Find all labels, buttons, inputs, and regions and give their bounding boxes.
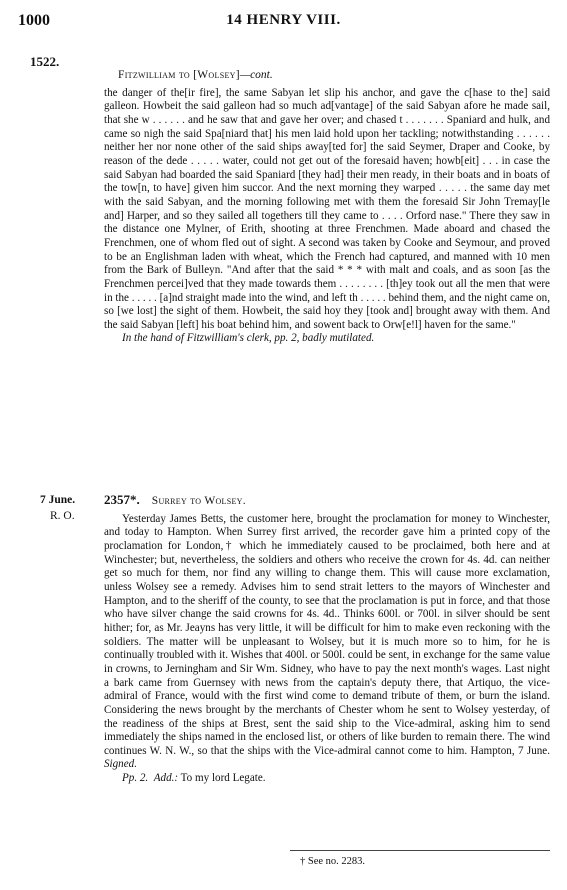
letter-continuation <box>104 69 550 346</box>
running-header <box>0 12 567 36</box>
entry-title: Surrey to Wolsey. <box>151 495 246 507</box>
running-title: 14 HENRY VIII. <box>226 12 341 28</box>
continuation-note: In the hand of Fitzwilliam's clerk, pp. 2, badly mutilated. <box>122 332 375 345</box>
entry-date: 7 June. <box>40 494 76 506</box>
entry-note-pages: Pp. 2. <box>122 772 149 785</box>
entry-source: R. O. <box>50 510 75 522</box>
entry-body-text: Yesterday James Betts, the customer here, brought the proclamation for money to Winchester, and today to Hampton. When Surrey first arrived, the recorder gave him a printed copy of the proclamation for London,† which he immediately caused to be proclaimed, both here and at Winchester; but, nevertheless, the soldiers and others who receive the crown for 4s. 4d. can neither get so much for them, nor find any willing to change them. This will cause more exclamation, unless Wolsey see a remedy. Advises him to send strait letters to the mayors of Winchester and Hampton, and to the sheriff of the county, to see that the proclamation is put in force, and that those who have silver change the said crowns for 4s. 4d.. Thinks 600l. or 700l. in silver should be sent hither; for, as Mr. Jeayns has very little, it will be difficult for him to make even reckoning with the soldiers. The matter will be unpleasant to Wolsey, but it is much more so to him, for he is continually troubled with it. Wishes that 400l. or 500l. could be sent, in exchange for the same value in crowns, to Jerningham and Sir Wm. Sidney, who have to pay the next month's wages. Last night a bark came from Guernsey with news from the captain's deputy there, that Artiquo, the vice-admiral of France, would with the first wind come to demand tribute of them, or burn the island. Considering the news brought by the merchants of Chester whom he sent to Wolsey yesterday, of the readiness of the ships at Brest, sent the said ship to the Vice-admiral, asking him to send immediately the ships named in the enclosed list, or others of like burden to remain there. The wind continues W. N. W., so that the ships with the Vice-admiral cannot come to him. Hampton, 7 June. <box>104 512 550 757</box>
entry-body <box>104 513 550 772</box>
continuation-heading-name: Fitzwilliam to [Wolsey] <box>118 69 240 81</box>
continuation-heading <box>118 69 550 83</box>
entry-heading <box>104 493 550 509</box>
continuation-body: the danger of the[ir fire], the same Sabyan let slip his anchor, and gave the c[hase to the] said galleon. Howbeit the said galleon had so much ad[vantage] of the said Sabyan afore he made sail, that she w . . . . . . and he saw that and gave her over; and chased t . . . . . . . Spaniard and hulk, and came so nigh the said Spa[niard that] his men laid hold upon her tackling; notwithstanding . . . . . . neither her nor none other of the said ships away[ted for] the said Seymer, Draper and Cooke, by reason of the dede . . . . . water, could not get out of the foresaid haven; howb[eit] . . . in case the said Sabyan had boarded the said Spaniard [they had] their men ready, in their boats and in boats of the tow[n, to have] given him succor. And the next morning they warped . . . . . the same day met with the said Sabyan, and the morning following met with them the foresaid Sir John Tremay[le and] Harper, and so they sailed all togethers till they came to . . . . Orford nase." There they saw in the distance one Mylner, of Erith, shooting at three Frenchmen. Made aboard and chased the Frenchmen, one of whom fled out of sight. A second was taken by Cooke and Seymour, and proved to be an Englishman laden with wheat, which the French had captured, and manned with 10 men from the Bark of Bulleyn. "And after that the said * * * with malt and coals, and as soon [as the Frenchmen percei]ved that they made towards them . . . . . . . . [th]ey took out all the men that were in the . . . . . [a]nd straight made into the wind, and left th . . . . . behind them, and the night came on, so [we lost] the sight of them. Howbeit, the said hoy they [took and] brought away with them. And the said Sabyan [left] his boat behind him, and sowent back to Orw[e!l] haven for the same." <box>104 86 550 331</box>
letter-entry-2357 <box>104 493 550 786</box>
footnote: † See no. 2283. <box>300 856 366 867</box>
page-number: 1000 <box>18 12 50 29</box>
entry-note <box>104 772 550 786</box>
entry-note-addressee: To my lord Legate. <box>180 772 266 785</box>
footnote-divider <box>290 850 550 851</box>
entry-note-add: Add.: <box>153 772 179 785</box>
entry-number: 2357*. <box>104 492 140 507</box>
entry-signed: Signed. <box>104 758 137 771</box>
continuation-heading-suffix: —cont. <box>239 69 273 81</box>
margin-year: 1522. <box>30 54 60 69</box>
